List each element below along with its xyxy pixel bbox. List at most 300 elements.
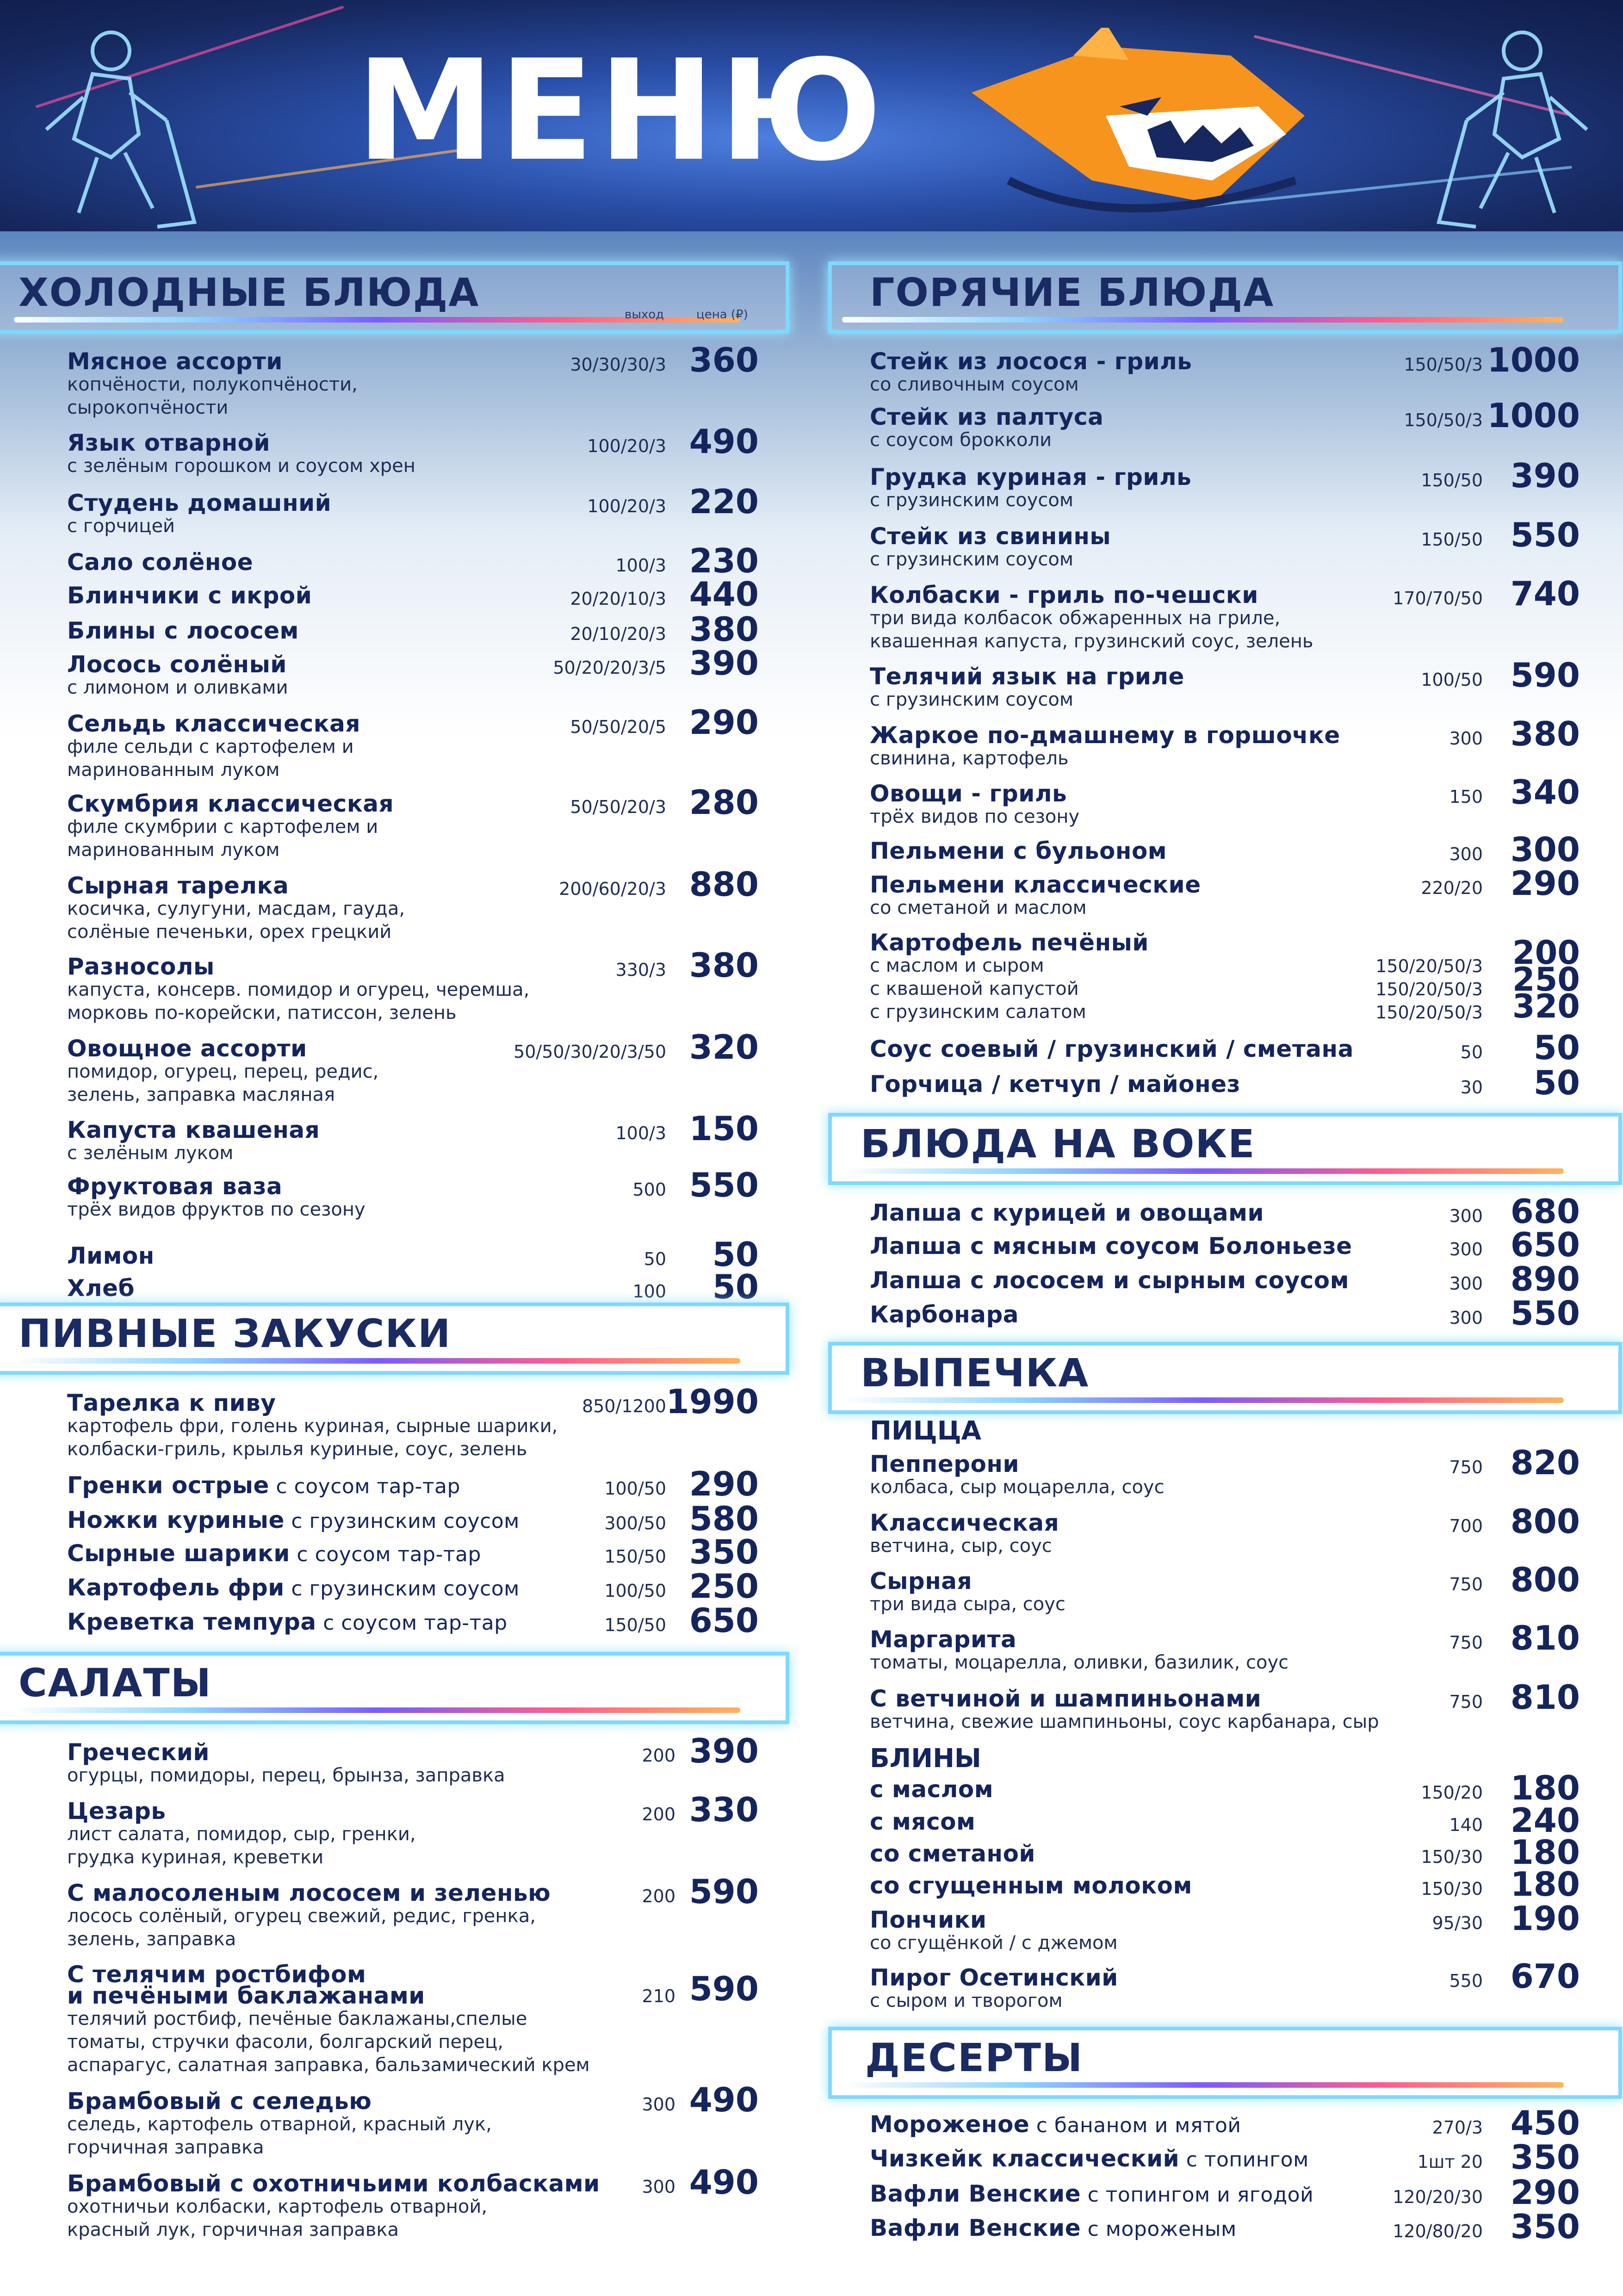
item-name (870, 1036, 1354, 1062)
item-description: грудка куриная, креветки (67, 1847, 324, 1868)
item-description: лосось солёный, огурец свежий, редис, гренка, (67, 1905, 536, 1927)
section-salads (0, 1652, 791, 1726)
item-name (870, 2111, 1241, 2138)
item-weight: 500 (632, 1179, 666, 1200)
item-description: с соусом брокколи (870, 429, 1052, 451)
item-weight: 50/50/30/20/3/50 (514, 1042, 666, 1062)
item-name-text: Сельдь классическая (67, 710, 361, 737)
item-weight: 300 (1449, 1273, 1483, 1294)
item-name-text: С малосоленым лососем и зеленью (67, 1880, 551, 1906)
item-description: маринованным луком (67, 759, 280, 781)
item-name (67, 1739, 210, 1766)
item-weight: 150/50/3 (1404, 410, 1483, 430)
item-price: 550 (1510, 515, 1580, 554)
item-name (67, 651, 287, 678)
item-weight: 150/50 (604, 1546, 666, 1567)
item-name-text: со сметаной (870, 1840, 1035, 1867)
item-name (67, 617, 299, 644)
item-description: с маслом и сыром (870, 955, 1044, 976)
item-price: 320 (1512, 987, 1580, 1025)
item-name-text: Пельмени с бульоном (870, 838, 1167, 864)
item-name-text: Язык отварной (67, 429, 271, 456)
item-name-suffix: с соусом тар-тар (290, 1543, 481, 1566)
item-price: 590 (1510, 656, 1580, 695)
item-weight: 1шт 20 (1417, 2152, 1483, 2172)
item-weight: 750 (1449, 1574, 1483, 1595)
item-weight: 30/30/30/3 (570, 354, 666, 375)
item-weight: 150/20/50/3 (1375, 1002, 1483, 1023)
section-title: БЛЮДА НА ВОКЕ (861, 1121, 1256, 1167)
item-name (67, 1173, 282, 1200)
item-weight: 95/30 (1432, 1913, 1483, 1933)
section-underline (842, 2082, 1564, 2088)
item-name: Картофель печёный (870, 929, 1149, 956)
item-price: 890 (1510, 1260, 1580, 1298)
item-description: трёх видов по сезону (870, 806, 1080, 827)
item-weight: 300 (1449, 1239, 1483, 1260)
item-name-text: Горчица / кетчуп / майонез (870, 1071, 1241, 1098)
item-description: красный лук, горчичная заправка (67, 2219, 399, 2240)
item-name (67, 710, 360, 737)
item-description: с квашеной капустой (870, 978, 1079, 999)
item-description: морковь по-корейски, патиссон, зелень (67, 1002, 457, 1024)
item-description: с грузинским соусом (870, 490, 1074, 511)
item-name (67, 790, 394, 817)
item-name-text: со сгущенным молоком (870, 1872, 1192, 1899)
item-weight: 120/80/20 (1393, 2221, 1483, 2241)
item-price: 380 (689, 610, 759, 649)
item-price: 550 (1510, 1294, 1580, 1333)
item-price: 220 (689, 482, 759, 521)
item-name-text: Овощи - гриль (870, 780, 1067, 807)
item-weight: 50/20/20/3/5 (553, 658, 666, 678)
item-price: 800 (1510, 1560, 1580, 1599)
item-weight: 200 (642, 1804, 675, 1824)
item-price: 580 (689, 1499, 759, 1538)
item-name (67, 872, 289, 899)
section-bakery (828, 1342, 1615, 1416)
item-name (870, 1808, 975, 1835)
item-name-suffix: с грузинским соусом (284, 1509, 520, 1533)
section-title: ХОЛОДНЫЕ БЛЮДА (19, 270, 480, 315)
item-name (67, 429, 270, 456)
section-title: ДЕСЕРТЫ (865, 2035, 1084, 2080)
item-price: 190 (1510, 1899, 1580, 1938)
menu-title: МЕНЮ (356, 30, 887, 192)
column-price-label: цена (₽) (696, 308, 748, 322)
item-price: 440 (689, 575, 759, 614)
item-name-text: Лимон (67, 1242, 155, 1269)
item-price: 50 (712, 1235, 759, 1274)
item-weight: 300 (642, 2177, 675, 2197)
item-weight: 100/20/3 (587, 436, 666, 456)
item-name (870, 871, 1201, 898)
item-name-text: Пирог Осетинский (870, 1964, 1118, 1991)
item-description: со сливочным соусом (870, 374, 1079, 395)
item-name-text: Лапша с мясным соусом Болоньезе (870, 1233, 1352, 1260)
item-price: 150 (689, 1109, 759, 1148)
item-name-text: Греческий (67, 1739, 210, 1766)
item-weight: 50 (644, 1249, 666, 1269)
item-name-text: Цезарь (67, 1798, 166, 1824)
item-description: селедь, картофель отварной, красный лук, (67, 2114, 492, 2135)
item-weight: 50/50/20/5 (570, 717, 666, 737)
item-name-suffix: с бананом и мятой (1029, 2114, 1241, 2137)
item-name (67, 1880, 551, 1906)
item-description: с зелёным луком (67, 1142, 234, 1164)
item-price: 670 (1510, 1957, 1580, 1996)
item-weight: 150/30 (1421, 1879, 1483, 1899)
item-name (67, 1507, 520, 1533)
item-price: 380 (1510, 714, 1580, 753)
item-description: охотничьи колбаски, картофель отварной, (67, 2196, 488, 2217)
item-price: 290 (689, 703, 759, 742)
item-name-text: Пончики (870, 1906, 987, 1933)
item-name (870, 1267, 1349, 1294)
item-weight: 750 (1449, 1632, 1483, 1653)
item-name-text: Скумбрия классическая (67, 790, 394, 817)
hockey-player-right-icon (1416, 19, 1610, 231)
item-description: томаты, стручки фасоли, болгарский перец, (67, 2031, 503, 2053)
item-name-suffix: с мороженым (1081, 2217, 1237, 2241)
item-name (67, 1242, 155, 1269)
item-name-text: Мороженое (870, 2111, 1030, 2138)
item-name-text: Капуста квашеная (67, 1117, 320, 1143)
section-underline (14, 1358, 740, 1364)
item-description: лист салата, помидор, сыр, гренки, (67, 1824, 416, 1845)
item-weight: 300 (1449, 1206, 1483, 1226)
item-name (870, 722, 1340, 749)
item-name (67, 2170, 600, 2197)
item-name (67, 1275, 135, 1302)
item-price: 810 (1510, 1678, 1580, 1717)
item-description: свинина, картофель (870, 748, 1069, 769)
item-name-suffix: с топингом и ягодой (1081, 2183, 1314, 2207)
item-name (67, 1117, 320, 1143)
item-price: 50 (1533, 1028, 1580, 1067)
item-price: 350 (689, 1533, 759, 1571)
item-name-text: Чизкейк классический (870, 2145, 1180, 2172)
item-description: маринованным луком (67, 839, 280, 861)
item-name-text: Блинчики с икрой (67, 582, 312, 609)
item-price: 390 (689, 644, 759, 683)
item-price: 340 (1510, 773, 1580, 812)
item-name (870, 1509, 1059, 1536)
item-description: зелень, заправка (67, 1929, 236, 1950)
item-name-text: Маргарита (870, 1626, 1017, 1653)
item-price: 390 (1510, 456, 1580, 495)
item-price: 300 (1510, 830, 1580, 869)
item-description: со сгущёнкой / с джемом (870, 1932, 1118, 1954)
item-name (67, 2088, 372, 2115)
item-weight: 100/3 (615, 555, 666, 576)
item-name (870, 838, 1167, 864)
section-underline (14, 1707, 740, 1713)
item-description: с зелёным горошком и соусом хрен (67, 455, 415, 477)
item-name (67, 1798, 166, 1824)
section-beer (0, 1303, 791, 1377)
item-weight: 200 (642, 1886, 675, 1906)
item-price: 490 (689, 2163, 759, 2202)
item-description: картофель фри, голень куриная, сырные шарики, (67, 1415, 558, 1437)
item-name (67, 1035, 307, 1062)
item-price: 810 (1510, 1619, 1580, 1657)
item-weight: 100/50 (604, 1581, 666, 1601)
item-name-text: Вафли Венские (870, 2215, 1081, 2241)
item-name-text: Классическая (870, 1509, 1059, 1536)
item-name-text: Пепперони (870, 1451, 1019, 1477)
item-name-text: Тарелка к пиву (67, 1390, 276, 1416)
item-description: солёные печеньки, орех грецкий (67, 921, 392, 943)
item-name (870, 1626, 1016, 1653)
item-name (67, 953, 215, 980)
item-description: ветчина, свежие шампиньоны, соус карбанара, сыр (870, 1711, 1379, 1732)
section-title: ВЫПЕЧКА (861, 1350, 1090, 1396)
item-weight: 700 (1449, 1516, 1483, 1536)
item-weight: 100 (632, 1281, 666, 1302)
item-price: 180 (1510, 1865, 1580, 1904)
item-weight: 300 (642, 2094, 675, 2115)
item-price: 290 (1510, 2173, 1580, 2212)
item-price: 50 (1533, 1063, 1580, 1102)
item-name (870, 1906, 987, 1933)
item-price: 360 (689, 341, 759, 379)
header-banner (0, 0, 1623, 231)
item-weight: 330/3 (615, 960, 666, 980)
item-name-text: Сырные шарики (67, 1540, 290, 1567)
item-price: 320 (689, 1028, 759, 1067)
item-description: зелень, заправка масляная (67, 1084, 335, 1105)
item-name-text: Сало солёное (67, 549, 254, 576)
item-name-text: Грудка куриная - гриль (870, 464, 1192, 490)
item-name-line2: и печёными баклажанами (67, 1982, 425, 2009)
item-price: 880 (689, 865, 759, 904)
item-weight: 150/20/50/3 (1375, 979, 1483, 999)
item-name-text: Хлеб (67, 1275, 135, 1302)
item-price: 350 (1510, 2138, 1580, 2177)
item-weight: 20/20/10/3 (570, 589, 666, 609)
item-name (67, 1608, 508, 1635)
item-weight: 140 (1449, 1815, 1483, 1835)
item-name-text: Разносолы (67, 953, 215, 980)
item-price: 590 (689, 1969, 759, 2008)
section-title: САЛАТЫ (19, 1660, 212, 1706)
item-name-text: Блины с лососем (67, 617, 299, 644)
item-price: 230 (689, 541, 759, 580)
item-name-text: Стейк из свинины (870, 523, 1111, 550)
section-underline (842, 1168, 1564, 1174)
item-name-text: С ветчиной и шампиньонами (870, 1685, 1262, 1712)
item-name-text: Картофель фри (67, 1574, 285, 1601)
item-name (870, 582, 1258, 608)
item-description: помидор, огурец, перец, редис, (67, 1061, 379, 1082)
item-name-text: Овощное ассорти (67, 1035, 307, 1062)
item-name-text: С телячим ростбифом (67, 1961, 366, 1988)
item-name-text: Стейк из лосося - гриль (870, 348, 1192, 375)
item-description: с грузинским соусом (870, 549, 1074, 570)
item-name-suffix: с грузинским соусом (284, 1577, 520, 1601)
item-price: 1990 (666, 1382, 759, 1421)
item-weight: 270/3 (1432, 2117, 1483, 2138)
item-name (870, 1451, 1019, 1477)
item-name-text: Гренки острые (67, 1472, 269, 1499)
item-price: 50 (712, 1267, 759, 1306)
item-name (67, 1540, 481, 1567)
item-weight: 150/50 (1421, 470, 1483, 490)
item-description: сырокопчёности (67, 397, 229, 418)
item-weight: 20/10/20/3 (570, 624, 666, 644)
item-weight: 150/20 (1421, 1782, 1483, 1803)
item-name-text: Стейк из палтуса (870, 403, 1104, 430)
item-name-suffix: с соусом тар-тар (269, 1475, 460, 1498)
item-price: 650 (1510, 1225, 1580, 1264)
item-name-text: Креветка темпура (67, 1608, 316, 1635)
item-name-text: Лосось солёный (67, 651, 287, 678)
item-name (870, 1840, 1035, 1867)
item-weight: 120/20/30 (1393, 2187, 1483, 2207)
item-description: трёх видов фруктов по сезону (67, 1199, 365, 1220)
item-description: телячий ростбиф, печёные баклажаны,спелые (67, 2008, 527, 2029)
item-price: 800 (1510, 1502, 1580, 1541)
item-weight: 150/50 (1421, 529, 1483, 550)
item-name-text: Карбонара (870, 1301, 1019, 1328)
item-name-text: Сырная (870, 1568, 973, 1595)
item-weight: 210 (642, 1986, 675, 2006)
section-hot (828, 261, 1615, 335)
item-description: с сыром и творогом (870, 1990, 1063, 2011)
item-name (67, 348, 283, 375)
section-underline (842, 1397, 1564, 1403)
item-name-text: Лапша с курицей и овощами (870, 1199, 1264, 1226)
item-name (870, 1685, 1261, 1712)
item-name-text: Студень домашний (67, 490, 332, 516)
item-name-suffix: с соусом тар-тар (316, 1611, 508, 1635)
item-weight: 100/50 (1421, 670, 1483, 690)
section-cold (0, 261, 791, 335)
item-description: колбаса, сыр моцарелла, соус (870, 1477, 1165, 1498)
item-description: три вида колбасок обжаренных на гриле, (870, 608, 1281, 629)
item-name-text: Вафли Венские (870, 2180, 1081, 2207)
item-weight: 150/50/3 (1404, 354, 1483, 375)
item-weight: 750 (1449, 1457, 1483, 1477)
item-price: 180 (1510, 1769, 1580, 1807)
item-name (67, 1574, 520, 1601)
item-description: с лимоном и оливками (67, 677, 288, 698)
item-description: филе скумбрии с картофелем и (67, 816, 378, 838)
item-weight: 100/3 (615, 1123, 666, 1143)
item-name (870, 663, 1184, 690)
item-name-text: Лапша с лососем и сырным соусом (870, 1267, 1349, 1294)
item-name (870, 1872, 1192, 1899)
item-weight: 220/20 (1421, 878, 1483, 898)
section-wok (828, 1113, 1615, 1187)
item-price: 330 (689, 1790, 759, 1829)
item-name-text: Брамбовый с охотничьими колбасками (67, 2170, 600, 2197)
item-name-text: Ножки куриные (67, 1507, 285, 1533)
item-name (67, 549, 253, 576)
item-description: томаты, моцарелла, оливки, базилик, соус (870, 1652, 1289, 1673)
column-weight-label: выход (625, 308, 664, 322)
item-price: 820 (1510, 1443, 1580, 1482)
item-description: колбаски-гриль, крылья куриные, соус, зелень (67, 1439, 527, 1460)
item-description: со сметаной и маслом (870, 897, 1087, 918)
item-description: аспарагус, салатная заправка, бальзамический крем (67, 2054, 590, 2076)
item-weight: 170/70/50 (1393, 588, 1483, 608)
item-name (870, 2180, 1313, 2207)
item-description: капуста, консерв. помидор и огурец, черемша, (67, 979, 530, 1000)
section-desserts (828, 2027, 1615, 2101)
item-weight: 100/50 (604, 1478, 666, 1499)
pizza-subtitle: ПИЦЦА (870, 1416, 981, 1446)
item-name (870, 464, 1191, 490)
item-description: квашенная капуста, грузинский соус, зелень (870, 631, 1313, 652)
item-name-text: Сырная тарелка (67, 872, 289, 899)
item-price: 280 (689, 783, 759, 822)
item-price: 290 (1510, 864, 1580, 903)
item-description: косичка, сулугуни, масдам, гауда, (67, 898, 405, 919)
item-weight: 200 (642, 1745, 675, 1766)
item-price: 390 (689, 1731, 759, 1770)
item-name (67, 490, 331, 516)
item-description: ветчина, сыр, соус (870, 1535, 1052, 1557)
item-weight: 200/60/20/3 (559, 879, 666, 899)
item-price: 250 (689, 1567, 759, 1606)
item-description: горчичная заправка (67, 2137, 264, 2158)
item-description: копчёности, полукопчёности, (67, 374, 358, 395)
item-name (870, 348, 1192, 375)
item-price: 590 (689, 1872, 759, 1911)
item-name (870, 1776, 993, 1803)
item-description: три вида сыра, соус (870, 1594, 1065, 1615)
item-name-text: Жаркое по-дмашнему в горшочке (870, 722, 1340, 749)
item-name (67, 1390, 276, 1416)
item-name-text: Фруктовая ваза (67, 1173, 283, 1200)
item-weight: 550 (1449, 1971, 1483, 1991)
item-name-text: Колбаски - гриль по-чешски (870, 582, 1258, 608)
item-price: 740 (1510, 574, 1580, 613)
item-price: 650 (689, 1601, 759, 1640)
item-weight: 300 (1449, 728, 1483, 749)
item-name (870, 2145, 1309, 2172)
item-name (870, 780, 1067, 807)
item-price: 180 (1510, 1833, 1580, 1872)
item-name (870, 403, 1103, 430)
section-title: ГОРЯЧИЕ БЛЮДА (870, 270, 1275, 315)
item-name (67, 1472, 460, 1499)
item-name-text: с маслом (870, 1776, 994, 1803)
item-name (870, 2215, 1237, 2241)
item-price: 380 (689, 946, 759, 985)
section-title: ПИВНЫЕ ЗАКУСКИ (19, 1311, 452, 1356)
item-weight: 850/1200 (582, 1396, 666, 1416)
item-weight: 50/50/20/3 (570, 797, 666, 817)
item-price: 200 (1512, 934, 1580, 972)
item-price: 1000 (1487, 341, 1580, 379)
item-name (870, 1301, 1019, 1328)
item-weight: 150 (1449, 787, 1483, 807)
item-name (870, 523, 1111, 550)
item-name-suffix: с топингом (1179, 2148, 1309, 2172)
item-price: 490 (689, 422, 759, 461)
item-price: 680 (1510, 1192, 1580, 1231)
item-weight: 300 (1449, 844, 1483, 864)
item-name-text: Мясное ассорти (67, 348, 283, 375)
fox-logo-icon (953, 28, 1314, 222)
item-name-text: Пельмени классические (870, 871, 1201, 898)
item-price: 240 (1510, 1801, 1580, 1840)
item-description: с грузинским салатом (870, 1001, 1086, 1023)
item-name-text: с мясом (870, 1808, 976, 1835)
